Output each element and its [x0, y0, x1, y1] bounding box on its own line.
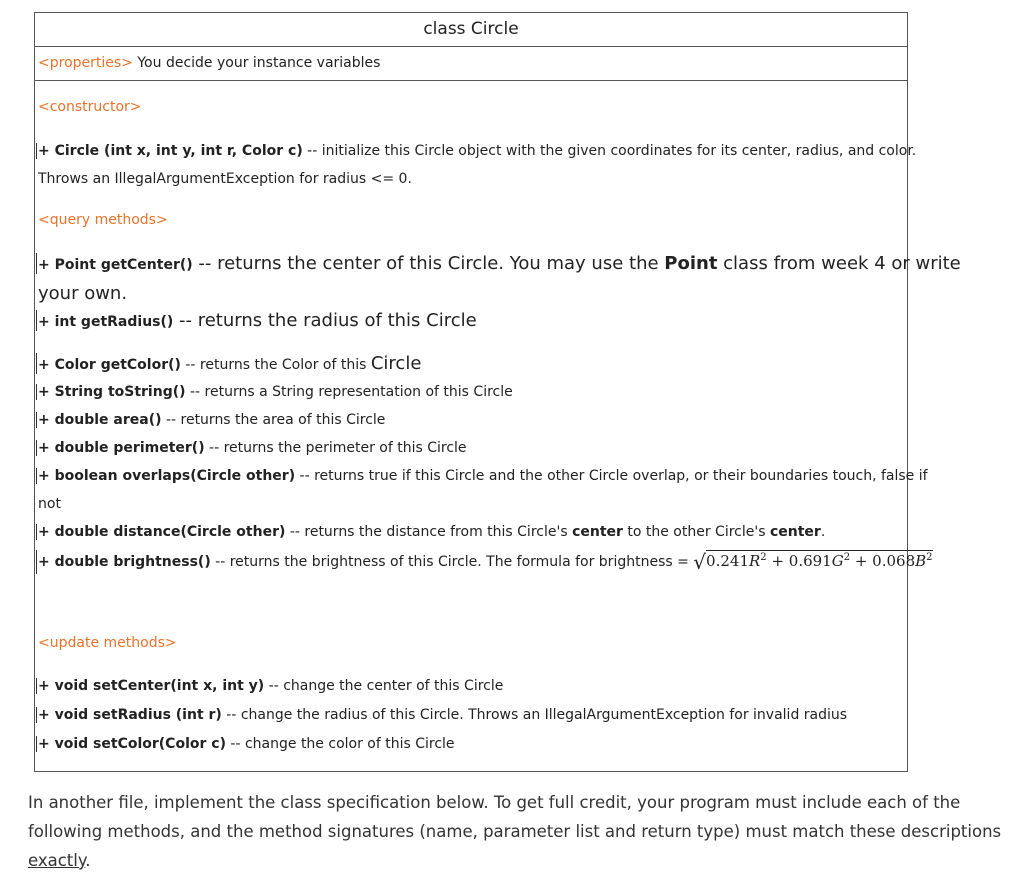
distance-line	[36, 524, 825, 540]
distance-text-1: -- returns the distance from this Circle's	[285, 524, 573, 540]
instructions-paragraph	[28, 788, 1018, 875]
get-color-signature: + Color getColor()	[38, 357, 181, 373]
area-line	[36, 412, 385, 428]
formula-coef-b: + 0.068	[850, 552, 916, 570]
formula-exp-b: 2	[926, 552, 933, 563]
formula-radicand	[706, 550, 932, 570]
formula-var-g: G	[831, 552, 844, 570]
class-spec-table	[34, 12, 961, 772]
overlaps-text-2: not	[38, 496, 61, 512]
exactly-emphasis: exactly	[28, 851, 86, 870]
get-center-line	[36, 253, 961, 274]
properties-tag: <properties>	[38, 55, 133, 71]
perimeter-text: -- returns the perimeter of this Circle	[204, 440, 467, 456]
get-center-text-1: -- returns the center of this Circle. You may use the	[192, 253, 665, 274]
set-center-text: -- change the center of this Circle	[264, 678, 504, 694]
set-radius-signature: + void setRadius (int r)	[38, 707, 222, 723]
get-center-signature: + Point getCenter()	[38, 257, 193, 273]
distance-signature: + double distance(Circle other)	[38, 524, 286, 540]
to-string-signature: + String toString()	[38, 384, 186, 400]
set-center-line	[36, 678, 503, 694]
instructions-text: In another file, implement the class specification below. To get full credit, your program must include each of the following methods, and the method signatures (name, parameter list and return type) must match these descriptions	[28, 793, 1002, 841]
get-color-text: -- returns the Color of this	[180, 357, 371, 373]
get-color-line	[36, 353, 421, 374]
set-center-signature: + void setCenter(int x, int y)	[38, 678, 265, 694]
instructions-period: .	[85, 851, 91, 870]
formula-var-r: R	[749, 552, 761, 570]
formula-var-b: B	[915, 552, 927, 570]
formula-exp-g: 2	[843, 552, 851, 563]
update-methods-tag: <update methods>	[38, 635, 177, 651]
perimeter-name: perimeter()	[113, 440, 205, 456]
area-text: -- returns the area of this Circle	[161, 412, 386, 428]
constructor-description-2: Throws an IllegalArgumentException for radius <= 0.	[38, 171, 412, 187]
set-radius-line	[36, 707, 847, 723]
class-title: class Circle	[35, 13, 907, 47]
get-radius-signature: + int getRadius()	[38, 314, 174, 330]
to-string-line	[36, 384, 513, 400]
constructor-tag: <constructor>	[38, 99, 142, 115]
area-prefix: + double	[38, 412, 114, 428]
distance-center-2: center	[769, 524, 821, 540]
get-center-text-2: class from week 4 or write	[717, 253, 961, 274]
brightness-line	[36, 550, 933, 574]
overlaps-signature: + boolean overlaps(Circle other)	[38, 468, 296, 484]
distance-text-2: to the other Circle's	[622, 524, 770, 540]
distance-text-3: .	[820, 524, 826, 540]
get-center-text-3: your own.	[38, 283, 128, 304]
get-color-circle-word: Circle	[370, 353, 422, 374]
set-radius-text: -- change the radius of this Circle. Throws an IllegalArgumentException for invalid radius	[221, 707, 848, 723]
sqrt-symbol: √	[693, 550, 707, 574]
to-string-text: -- returns a String representation of this Circle	[185, 384, 513, 400]
query-methods-tag: <query methods>	[38, 212, 168, 228]
brightness-text: -- returns the brightness of this Circle. The formula for brightness =	[210, 554, 694, 570]
distance-center-1: center	[572, 524, 623, 540]
properties-text: You decide your instance variables	[137, 55, 381, 71]
formula-coef-g: + 0.691	[766, 552, 832, 570]
constructor-signature-line	[36, 143, 916, 159]
formula-coef-r: 0.241	[706, 552, 749, 570]
point-class-name: Point	[664, 253, 718, 274]
get-radius-line	[36, 310, 477, 331]
formula-exp-r: 2	[760, 552, 767, 563]
set-color-line	[36, 736, 455, 752]
constructor-signature: + Circle (int x, int y, int r, Color c)	[38, 143, 303, 159]
brightness-signature: + double brightness()	[38, 554, 211, 570]
set-color-text: -- change the color of this Circle	[225, 736, 455, 752]
constructor-description: -- initialize this Circle object with the given coordinates for its center, radius, and color.	[302, 143, 917, 159]
properties-row	[35, 47, 907, 81]
overlaps-text: -- returns true if this Circle and the other Circle overlap, or their boundaries touch, false if	[295, 468, 928, 484]
get-radius-text: -- returns the radius of this Circle	[173, 310, 477, 331]
perimeter-line	[36, 440, 467, 456]
area-name: area()	[113, 412, 162, 428]
brightness-formula	[693, 550, 932, 574]
perimeter-prefix: + double	[38, 440, 114, 456]
set-color-signature: + void setColor(Color c)	[38, 736, 226, 752]
overlaps-line	[36, 468, 928, 484]
